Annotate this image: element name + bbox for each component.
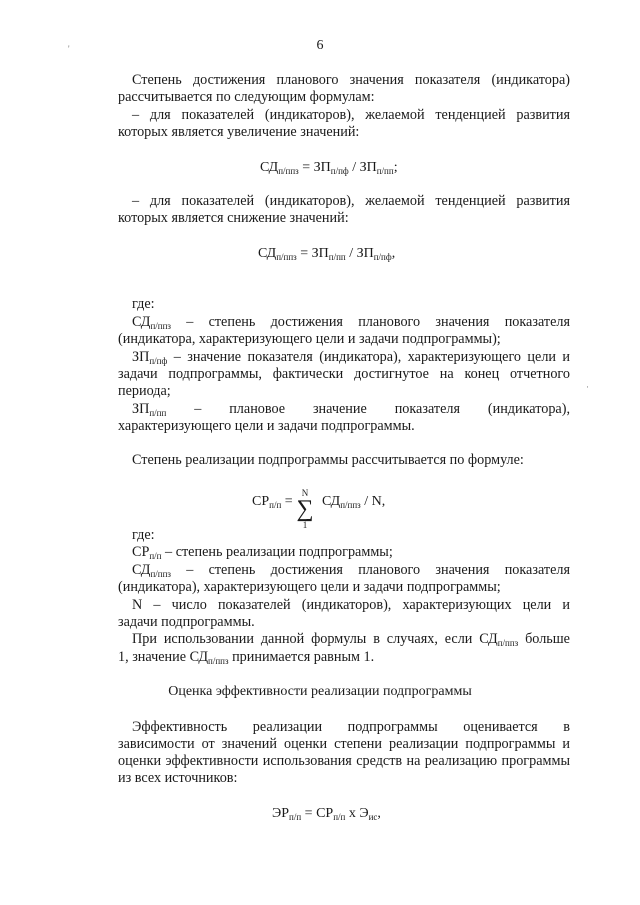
formula-2: $СД_{п/ппз} = ЗП_{п/пп} / ЗП_{п/пф}$, <box>258 246 396 262</box>
page-number: 6 <box>316 38 324 53</box>
definition-line: $ЗП_{п/пф}$ – значение показателя (индикатора), характеризующего цели и <box>132 349 570 366</box>
scan-mark: · <box>586 382 589 392</box>
paragraph-line: Степень реализации подпрограммы рассчитывается по формуле: <box>132 452 524 468</box>
paragraph-line: оценки эффективности использования средств на реализацию программы <box>118 753 570 769</box>
paragraph-line: которых является снижение значений: <box>118 210 349 226</box>
definition-line: задачи подпрограммы. <box>118 614 255 630</box>
summation-sign: N ∑ 1 <box>296 488 314 530</box>
formula-4: $ЭР_{п/п} = СР_{п/п}$ х $Э_{ис}$, <box>272 806 381 822</box>
definition-line: $ЗП_{п/пп}$ – плановое значение показателя (индикатора), <box>132 401 570 418</box>
formula-3-rhs: $СД_{п/ппз}$ / N, <box>322 494 386 510</box>
paragraph-line: из всех источников: <box>118 770 238 786</box>
definition-line: характеризующего цели и задачи подпрограммы. <box>118 418 415 434</box>
formula-3-lhs: $СР_{п/п}$ = <box>252 494 293 510</box>
paragraph-line: 1, значение $СД_{п/ппз}$ принимается равным 1. <box>118 649 375 666</box>
definition-line: задачи подпрограммы, фактически достигнутое на конец отчетного <box>118 366 570 382</box>
definition-line: $СР_{п/п}$ – степень реализации подпрограммы; <box>132 544 393 561</box>
paragraph-line: Эффективность реализации подпрограммы оценивается в <box>132 719 570 735</box>
paragraph-line: При использовании данной формулы в случаях, если $СД_{п/ппз}$ больше <box>132 631 570 648</box>
definition-line: $СД_{п/ппз}$ – степень достижения планового значения показателя <box>132 314 570 331</box>
definition-line: (индикатора), характеризующего цели и задачи подпрограммы; <box>118 579 501 595</box>
definition-line: (индикатора, характеризующего цели и задачи подпрограммы); <box>118 331 501 347</box>
definition-line: периода; <box>118 383 171 399</box>
paragraph-line: рассчитывается по следующим формулам: <box>118 89 375 105</box>
formula-1: $СД_{п/ппз} = ЗП_{п/пф} / ЗП_{п/пп}$; <box>260 160 398 176</box>
paragraph-line: – для показателей (индикаторов), желаемой тенденцией развития <box>132 193 570 209</box>
paragraph-line: зависимости от значений оценки степени реализации подпрограммы и <box>118 736 570 752</box>
definition-line: N – число показателей (индикаторов), характеризующих цели и <box>132 597 570 613</box>
section-heading: Оценка эффективности реализации подпрограммы <box>168 684 472 699</box>
where-label: где: <box>132 296 155 312</box>
scan-mark: ' <box>68 44 70 54</box>
definition-line: $СД_{п/ппз}$ – степень достижения планового значения показателя <box>132 562 570 579</box>
paragraph-line: которых является увеличение значений: <box>118 124 360 140</box>
paragraph-line: Степень достижения планового значения показателя (индикатора) <box>132 72 570 88</box>
paragraph-line: – для показателей (индикаторов), желаемой тенденцией развития <box>132 107 570 123</box>
where-label: где: <box>132 527 155 543</box>
